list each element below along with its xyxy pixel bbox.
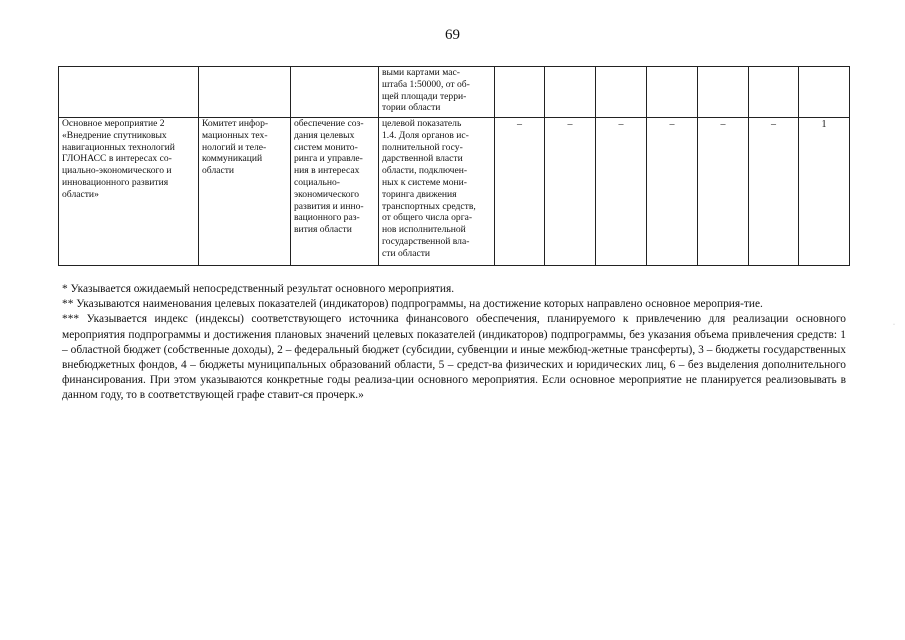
cell-year-3: – (596, 118, 647, 266)
scan-margin-mark: · (893, 322, 895, 328)
cell-event-name: Основное мероприятие 2 «Внедрение спутниковых навигационных технологий ГЛОНАСС в интересах со- циально-экономического и инновационного развития области» (59, 118, 199, 266)
cell-result-empty (291, 67, 379, 118)
footnote-1: * Указывается ожидаемый непосредственный результат основного мероприятия. (62, 283, 455, 295)
cell-year-empty (698, 67, 749, 118)
table-row-main-event-2 (59, 118, 850, 266)
cell-year-empty (799, 67, 850, 118)
footnote-2: ** Указываются наименования целевых показателей (индикаторов) подпрограммы, на достижение которых направлено основное мероприя-тие. (62, 298, 763, 311)
footnote-3: *** Указывается индекс (индексы) соответствующего источника финансового обеспечения, планируемого к привлечению для реализации основного мероприятия подпрограммы и достижения плановых значений целевых показателей (индикаторов) подпрограммы, без указания объема привлечения средств: 1 – областной бюджет (собственные доходы), 2 – федеральный бюджет (субсидии, субвенции и иные межбюд-жетные трансферты), 3 – бюджеты государственных внебюджетных фондов, 4 – бюджеты муниципальных образований области, 5 – средст-ва физических и юридических лиц, 6 – без выделения дополнительного финансирования. При этом указываются конкретные годы реализа-ции основного мероприятия. Если основное мероприятие не планируется реализовывать в данном году, то в соответствующей графе ставит-ся прочерк.» (62, 313, 846, 402)
cell-target-indicator: целевой показатель 1.4. Доля органов ис- полнительной госу- дарственной власти области, подключен- ных к системе мони- торинга движения транспортных средств, от общего числа орга- нов исполнительной государственной вла- сти области (379, 118, 495, 266)
cell-year-empty (495, 67, 545, 118)
cell-year-6: – (749, 118, 799, 266)
cell-year-2: – (545, 118, 596, 266)
cell-year-empty (596, 67, 647, 118)
cell-target-continued: выми картами мас- штаба 1:50000, от об- щей площади терри- тории области (379, 67, 495, 118)
footnotes (62, 282, 846, 404)
program-table (58, 66, 850, 266)
cell-year-5: – (698, 118, 749, 266)
page-number: 69 (445, 27, 460, 43)
cell-year-1: – (495, 118, 545, 266)
cell-executor-empty (199, 67, 291, 118)
table-row-continuation (59, 67, 850, 118)
cell-event-empty (59, 67, 199, 118)
cell-executor: Комитет инфор- мационных тех- нологий и теле- коммуникаций области (199, 118, 291, 266)
cell-year-empty (749, 67, 799, 118)
cell-year-empty (545, 67, 596, 118)
cell-expected-result: обеспечение соз- дания целевых систем монито- ринга и управле- ния в интересах социально- экономического развития и инно- вационного раз- вития области (291, 118, 379, 266)
cell-year-empty (647, 67, 698, 118)
cell-year-4: – (647, 118, 698, 266)
cell-year-7: 1 (799, 118, 850, 266)
